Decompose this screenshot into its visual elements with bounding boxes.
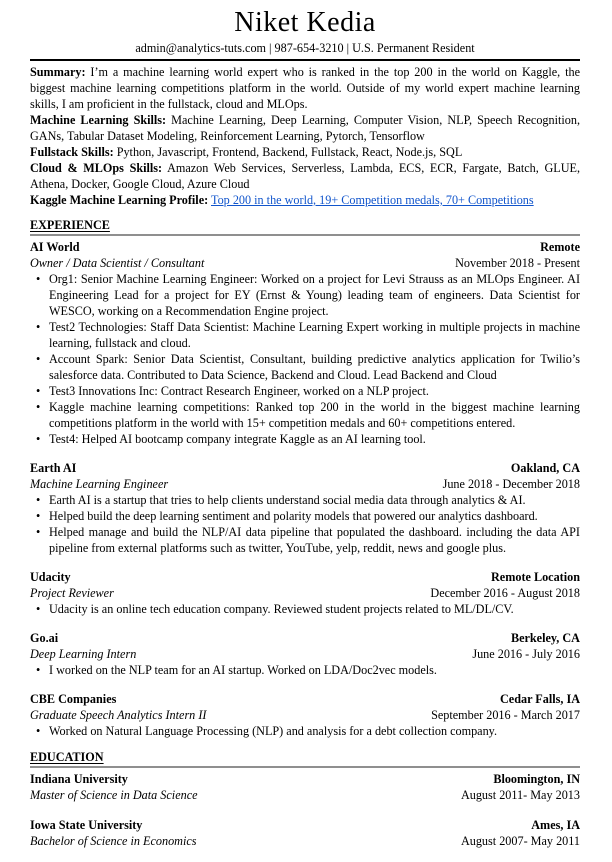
school-location: Ames, IA xyxy=(531,818,580,832)
job-entry xyxy=(30,691,580,739)
job-entry xyxy=(30,569,580,617)
job-location: Remote xyxy=(540,240,580,254)
job-dates: September 2016 - March 2017 xyxy=(431,708,580,722)
job-dates: June 2016 - July 2016 xyxy=(472,647,580,661)
summary-text: I’m a machine learning world expert who is ranked in the top 200 in the world on Kaggle, the biggest machine learning competitions platform in the world. Outside of my world expert machine learning skills, I am proficient in the fullstack, cloud and MLOps. xyxy=(30,65,580,111)
kaggle-profile-line xyxy=(30,192,580,208)
degree: Bachelor of Science in Economics xyxy=(30,834,197,848)
job-entry xyxy=(30,460,580,556)
ml-skills-line xyxy=(30,112,580,144)
job-location: Berkeley, CA xyxy=(510,631,580,645)
job-entry xyxy=(30,239,580,447)
job-bullet: • Udacity is an online tech education company. Reviewed student projects related to ML/DL/CV. xyxy=(30,601,580,617)
job-bullet: • Test3 Innovations Inc: Contract Research Engineer, worked on a NLP project. xyxy=(30,383,580,399)
education-section xyxy=(30,749,580,849)
job-bullet: • Account Spark: Senior Data Scientist, Consultant, building predictive analytics application for Twilio’s salesforce data. Contributed to Data Science, Backend and Cloud. Lead Backend and Cloud xyxy=(30,351,580,383)
degree: Master of Science in Data Science xyxy=(30,788,198,802)
job-title: Owner / Data Scientist / Consultant xyxy=(30,256,205,270)
school-name: Indiana University xyxy=(30,772,128,786)
job-dates: June 2018 - December 2018 xyxy=(442,477,580,491)
fullstack-skills-text: Python, Javascript, Frontend, Backend, Fullstack, React, Node.js, SQL xyxy=(113,145,463,159)
job-location: Oakland, CA xyxy=(510,461,580,475)
job-bullet: • Test2 Technologies: Staff Data Scientist: Machine Learning Expert working in multiple projects in machine learning, fullstack and cloud. xyxy=(30,319,580,351)
school-dates: August 2011- May 2013 xyxy=(460,788,580,802)
job-bullet: • Test4: Helped AI bootcamp company integrate Kaggle as an AI learning tool. xyxy=(30,431,580,447)
job-title: Deep Learning Intern xyxy=(30,647,137,661)
job-bullet: • Earth AI is a startup that tries to help clients understand social media data through analytics & AI. xyxy=(30,492,580,508)
cloud-skills-line xyxy=(30,160,580,192)
cloud-skills-label: Cloud & MLOps Skills: xyxy=(30,161,163,175)
job-title: Graduate Speech Analytics Intern II xyxy=(30,708,207,722)
cloud-skills-text: Amazon Web Services, Serverless, Lambda, ECS, ECR, Fargate, Batch, GLUE, Athena, Docker, Google Cloud, Azure Cloud xyxy=(30,161,580,191)
company-name: CBE Companies xyxy=(30,692,117,706)
school-name: Iowa State University xyxy=(30,818,143,832)
job-bullet: • Worked on Natural Language Processing (NLP) and analysis for a debt collection company. xyxy=(30,723,580,739)
job-location: Cedar Falls, IA xyxy=(499,692,580,706)
job-bullet: • Helped manage and build the NLP/AI data pipeline that populated the dashboard. including the data API pipeline from external platforms such as twitter, YouTube, yelp, reddit, news and google plus. xyxy=(30,524,580,556)
job-bullet: • Org1: Senior Machine Learning Engineer: Worked on a project for Levi Strauss as an MLOps Engineer. AI Engineering Lead for a project for EY (Ernst & Young) leading team of engineers. Data Scientist for WESCO, working on a Recommendation Engine project. xyxy=(30,271,580,319)
job-title: Machine Learning Engineer xyxy=(30,477,169,491)
job-bullet: • Helped build the deep learning sentiment and polarity models that powered our analytics dashboard. xyxy=(30,508,580,524)
experience-section xyxy=(30,217,580,739)
section-title-education: EDUCATION xyxy=(30,749,580,768)
contact-line: admin@analytics-tuts.com | 987-654-3210 | U.S. Permanent Resident xyxy=(30,40,580,61)
kaggle-profile-link[interactable]: Top 200 in the world, 19+ Competition medals, 70+ Competitions xyxy=(211,193,534,207)
company-name: Go.ai xyxy=(30,631,59,645)
ml-skills-text: Machine Learning, Deep Learning, Computer Vision, NLP, Speech Recognition, GANs, Tabular Dataset Modeling, Reinforcement Learning, Pytorch, Tensorflow xyxy=(30,113,580,143)
fullstack-skills-label: Fullstack Skills: xyxy=(30,145,114,159)
school-location: Bloomington, IN xyxy=(493,772,580,786)
company-name: Udacity xyxy=(30,570,71,584)
kaggle-profile-label: Kaggle Machine Learning Profile: xyxy=(30,193,209,207)
profile-section xyxy=(30,64,580,208)
job-dates: December 2016 - August 2018 xyxy=(430,586,580,600)
ml-skills-label: Machine Learning Skills: xyxy=(30,113,167,127)
page-title: Niket Kedia xyxy=(234,7,376,38)
school-dates: August 2007- May 2011 xyxy=(460,834,580,848)
fullstack-skills-line xyxy=(30,144,580,160)
company-name: AI World xyxy=(30,240,80,254)
summary-label: Summary: xyxy=(30,65,86,79)
company-name: Earth AI xyxy=(30,461,77,475)
summary-paragraph xyxy=(30,64,580,112)
school-entry xyxy=(30,771,580,803)
job-location: Remote Location xyxy=(490,570,580,584)
job-bullet: • Kaggle machine learning competitions: Ranked top 200 in the world in the biggest machine learning competitions platform in the world with 15+ competition medals and 60+ competitions entered. xyxy=(30,399,580,431)
job-bullet: • I worked on the NLP team for an AI startup. Worked on LDA/Doc2vec models. xyxy=(30,662,580,678)
school-entry xyxy=(30,817,580,849)
job-title: Project Reviewer xyxy=(30,586,114,600)
job-entry xyxy=(30,630,580,678)
section-title-experience: EXPERIENCE xyxy=(30,217,580,236)
job-dates: November 2018 - Present xyxy=(455,256,580,270)
